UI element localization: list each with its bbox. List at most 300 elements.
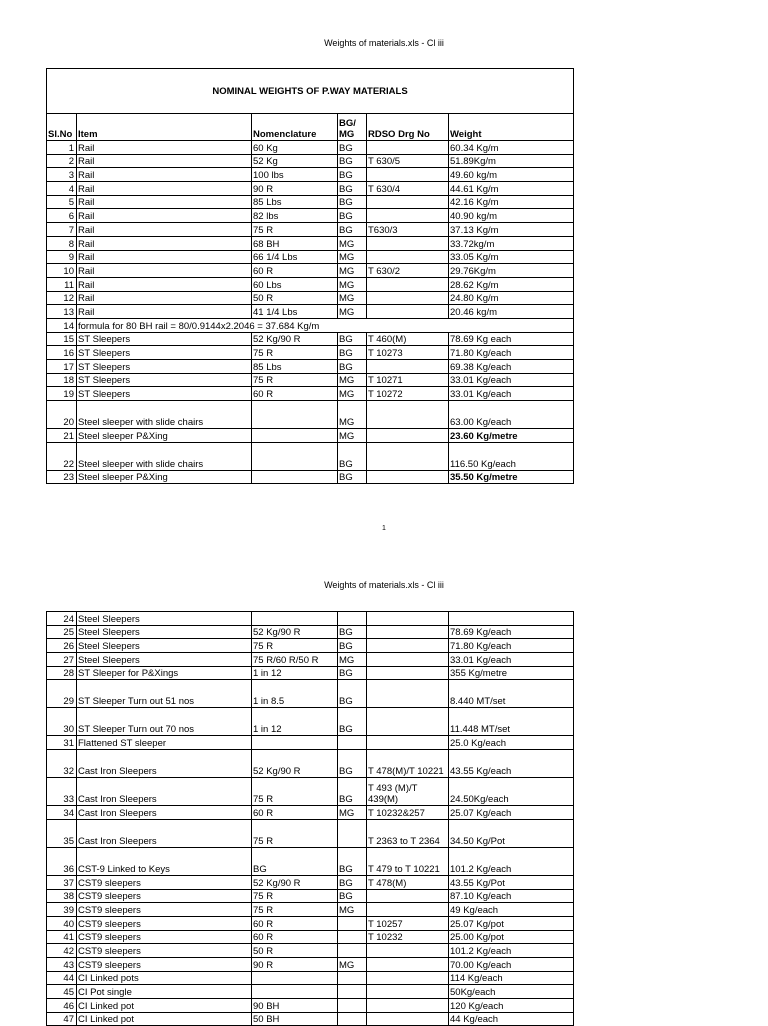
nomenclature-cell: 60 R [252,387,338,401]
row-number: 40 [47,916,77,930]
item-cell: CST-9 Linked to Keys [77,847,252,875]
nomenclature-cell [252,736,338,750]
weight-cell: 63.00 Kg/each [449,401,574,429]
item-cell: ST Sleepers [77,360,252,374]
row-number: 2 [47,154,77,168]
formula-row [47,318,574,332]
table-row [47,277,574,291]
weight-cell: 43.55 Kg/Pot [449,875,574,889]
item-cell: Rail [77,223,252,237]
row-number: 43 [47,957,77,971]
table-row [47,889,574,903]
weight-cell: 33.01 Kg/each [449,653,574,667]
item-cell: Rail [77,264,252,278]
gauge-cell: BG [338,889,367,903]
item-cell: CST9 sleepers [77,903,252,917]
row-number: 16 [47,346,77,360]
formula-cell: formula for 80 BH rail = 80/0.9144x2.2046 = 37.684 Kg/m [77,318,574,332]
item-cell: ST Sleepers [77,373,252,387]
nomenclature-cell: 75 R [252,373,338,387]
gauge-cell: BG [338,625,367,639]
table-row [47,916,574,930]
nomenclature-cell: 1 in 12 [252,666,338,680]
gauge-cell: BG [338,750,367,778]
rdso-cell [367,209,449,223]
gauge-cell: BG [338,223,367,237]
rdso-cell [367,250,449,264]
table-row [47,708,574,736]
weight-cell: 37.13 Kg/m [449,223,574,237]
weight-cell: 116.50 Kg/each [449,442,574,470]
table-row [47,944,574,958]
rdso-cell [367,236,449,250]
gauge-cell: BG [338,470,367,484]
row-number: 14 [47,318,77,332]
gauge-cell: MG [338,957,367,971]
row-number: 6 [47,209,77,223]
rdso-cell: T630/3 [367,223,449,237]
table-row [47,612,574,626]
rdso-cell [367,625,449,639]
weight-cell: 78.69 Kg/each [449,625,574,639]
nomenclature-cell: 60 R [252,264,338,278]
item-cell: Cast Iron Sleepers [77,778,252,806]
row-number: 35 [47,819,77,847]
nomenclature-cell: 75 R [252,903,338,917]
nomenclature-cell: 100 lbs [252,168,338,182]
item-cell: Rail [77,236,252,250]
weight-cell: 24.50Kg/each [449,778,574,806]
table-row [47,875,574,889]
rdso-cell: T 10273 [367,346,449,360]
table-row [47,819,574,847]
table-row [47,903,574,917]
table-row [47,209,574,223]
weight-cell: 87.10 Kg/each [449,889,574,903]
weight-cell: 28.62 Kg/m [449,277,574,291]
item-cell: Flattened ST sleeper [77,736,252,750]
nomenclature-cell [252,971,338,985]
rdso-cell: T 478(M)/T 10221 [367,750,449,778]
table-row [47,332,574,346]
gauge-cell: MG [338,277,367,291]
weight-cell: 49.60 kg/m [449,168,574,182]
rdso-cell: T 460(M) [367,332,449,346]
table-row [47,847,574,875]
row-number: 36 [47,847,77,875]
rdso-cell [367,141,449,155]
weight-cell: 71.80 Kg/each [449,346,574,360]
gauge-cell: MG [338,387,367,401]
gauge-cell: BG [338,680,367,708]
item-cell: Rail [77,154,252,168]
row-number: 23 [47,470,77,484]
weight-cell: 43.55 Kg/each [449,750,574,778]
item-cell: CST9 sleepers [77,930,252,944]
gauge-cell [338,999,367,1013]
rdso-cell [367,680,449,708]
gauge-cell: BG [338,154,367,168]
table-row [47,305,574,319]
rdso-cell [367,291,449,305]
item-cell: ST Sleeper for P&Xings [77,666,252,680]
rdso-cell: T 478(M) [367,875,449,889]
nomenclature-cell: 82 lbs [252,209,338,223]
rdso-cell [367,277,449,291]
table-row [47,236,574,250]
nomenclature-cell: 90 R [252,182,338,196]
gauge-cell: BG [338,195,367,209]
row-number: 37 [47,875,77,889]
rdso-cell [367,305,449,319]
weight-cell: 42.16 Kg/m [449,195,574,209]
item-cell: CI Linked pot [77,1012,252,1026]
table-row [47,985,574,999]
column-header-slno: Sl.No [47,114,77,141]
nomenclature-cell: 90 R [252,957,338,971]
table-row [47,168,574,182]
nomenclature-cell: 75 R [252,778,338,806]
row-number: 28 [47,666,77,680]
item-cell: CST9 sleepers [77,957,252,971]
rdso-cell [367,985,449,999]
table-title: NOMINAL WEIGHTS OF P.WAY MATERIALS [47,69,574,114]
gauge-cell: MG [338,291,367,305]
table-row [47,442,574,470]
table-row [47,195,574,209]
table-row [47,223,574,237]
weight-cell [449,612,574,626]
weight-cell: 23.60 Kg/metre [449,429,574,443]
gauge-cell [338,612,367,626]
weight-cell: 25.0 Kg/each [449,736,574,750]
row-number: 32 [47,750,77,778]
row-number: 17 [47,360,77,374]
nomenclature-cell [252,470,338,484]
row-number: 13 [47,305,77,319]
rdso-cell [367,360,449,374]
rdso-cell [367,653,449,667]
weight-cell: 50Kg/each [449,985,574,999]
row-number: 19 [47,387,77,401]
weight-cell: 34.50 Kg/Pot [449,819,574,847]
item-cell: Rail [77,277,252,291]
weight-cell: 33.72kg/m [449,236,574,250]
nomenclature-cell: 68 BH [252,236,338,250]
row-number: 29 [47,680,77,708]
nomenclature-cell: 1 in 8.5 [252,680,338,708]
table-row [47,401,574,429]
row-number: 10 [47,264,77,278]
row-number: 46 [47,999,77,1013]
item-cell: CST9 sleepers [77,944,252,958]
item-cell: CI Linked pot [77,999,252,1013]
column-header-rdso: RDSO Drg No [367,114,449,141]
gauge-cell: BG [338,666,367,680]
weight-cell: 70.00 Kg/each [449,957,574,971]
nomenclature-cell: 52 Kg/90 R [252,750,338,778]
item-cell: CST9 sleepers [77,889,252,903]
rdso-cell [367,736,449,750]
rdso-cell: T 493 (M)/T 439(M) [367,778,449,806]
rdso-cell: T 2363 to T 2364 [367,819,449,847]
item-cell: CST9 sleepers [77,875,252,889]
table-row [47,680,574,708]
page-header: Weights of materials.xls - Cl iii [324,38,444,48]
nomenclature-cell [252,442,338,470]
gauge-cell: BG [338,168,367,182]
row-number: 41 [47,930,77,944]
gauge-cell: MG [338,806,367,820]
item-cell: CI Linked pots [77,971,252,985]
table-row [47,182,574,196]
gauge-cell: BG [338,875,367,889]
item-cell: Steel Sleepers [77,639,252,653]
item-cell: Cast Iron Sleepers [77,750,252,778]
row-number: 15 [47,332,77,346]
nomenclature-cell: 50 BH [252,1012,338,1026]
rdso-cell [367,401,449,429]
gauge-cell: BG [338,332,367,346]
item-cell: Steel sleeper P&Xing [77,470,252,484]
item-cell: Steel Sleepers [77,625,252,639]
weight-cell: 8.440 MT/set [449,680,574,708]
item-cell: CST9 sleepers [77,916,252,930]
item-cell: Steel sleeper with slide chairs [77,442,252,470]
weight-cell: 35.50 Kg/metre [449,470,574,484]
item-cell: Steel Sleepers [77,612,252,626]
weight-cell: 60.34 Kg/m [449,141,574,155]
rdso-cell [367,612,449,626]
weight-cell: 44.61 Kg/m [449,182,574,196]
item-cell: Steel sleeper with slide chairs [77,401,252,429]
row-number: 7 [47,223,77,237]
table-row [47,429,574,443]
nomenclature-cell: 1 in 12 [252,708,338,736]
row-number: 31 [47,736,77,750]
rdso-cell [367,470,449,484]
rdso-cell: T 10271 [367,373,449,387]
weight-cell: 40.90 kg/m [449,209,574,223]
gauge-cell: MG [338,653,367,667]
row-number: 47 [47,1012,77,1026]
item-cell: Cast Iron Sleepers [77,806,252,820]
item-cell: Rail [77,209,252,223]
gauge-cell: MG [338,305,367,319]
nomenclature-cell: 60 R [252,930,338,944]
row-number: 4 [47,182,77,196]
table-row [47,346,574,360]
nomenclature-cell: 85 Lbs [252,195,338,209]
weight-cell: 78.69 Kg each [449,332,574,346]
gauge-cell: BG [338,182,367,196]
table-row [47,291,574,305]
gauge-cell: MG [338,429,367,443]
gauge-cell [338,736,367,750]
table-row [47,264,574,278]
row-number: 3 [47,168,77,182]
gauge-cell: BG [338,847,367,875]
gauge-cell: BG [338,639,367,653]
nomenclature-cell: 85 Lbs [252,360,338,374]
table-row [47,971,574,985]
weight-cell: 114 Kg/each [449,971,574,985]
nomenclature-cell: 52 Kg/90 R [252,332,338,346]
weight-cell: 25.00 Kg/pot [449,930,574,944]
weight-cell: 69.38 Kg/each [449,360,574,374]
row-number: 26 [47,639,77,653]
weight-cell: 11.448 MT/set [449,708,574,736]
gauge-cell [338,916,367,930]
weight-cell: 101.2 Kg/each [449,847,574,875]
table-row [47,806,574,820]
rdso-cell [367,195,449,209]
rdso-cell [367,889,449,903]
nomenclature-cell [252,429,338,443]
rdso-cell: T 10257 [367,916,449,930]
row-number: 22 [47,442,77,470]
item-cell: Rail [77,250,252,264]
table-row [47,736,574,750]
weight-cell: 49 Kg/each [449,903,574,917]
weights-table-page2 [46,611,574,1026]
item-cell: ST Sleeper Turn out 51 nos [77,680,252,708]
row-number: 34 [47,806,77,820]
table-row [47,154,574,168]
nomenclature-cell: 75 R [252,819,338,847]
row-number: 39 [47,903,77,917]
weight-cell: 25.07 Kg/each [449,806,574,820]
gauge-cell: MG [338,236,367,250]
nomenclature-cell [252,401,338,429]
column-header-row [47,114,574,141]
rdso-cell: T 630/2 [367,264,449,278]
gauge-cell: BG [338,209,367,223]
weight-cell: 25.07 Kg/pot [449,916,574,930]
item-cell: ST Sleepers [77,332,252,346]
nomenclature-cell: 75 R [252,639,338,653]
rdso-cell: T 10232 [367,930,449,944]
weight-cell: 71.80 Kg/each [449,639,574,653]
row-number: 25 [47,625,77,639]
gauge-cell: BG [338,346,367,360]
row-number: 18 [47,373,77,387]
item-cell: Rail [77,182,252,196]
nomenclature-cell: 66 1/4 Lbs [252,250,338,264]
column-header-weight: Weight [449,114,574,141]
row-number: 5 [47,195,77,209]
gauge-cell: BG [338,442,367,470]
rdso-cell [367,666,449,680]
item-cell: Rail [77,195,252,209]
page-number: 1 [382,525,386,532]
row-number: 20 [47,401,77,429]
nomenclature-cell: 60 Kg [252,141,338,155]
gauge-cell: MG [338,401,367,429]
weight-cell: 33.01 Kg/each [449,373,574,387]
table-row [47,141,574,155]
nomenclature-cell: 60 Lbs [252,277,338,291]
row-number: 21 [47,429,77,443]
table-row [47,930,574,944]
rdso-cell [367,168,449,182]
row-number: 11 [47,277,77,291]
weight-cell: 101.2 Kg/each [449,944,574,958]
gauge-cell: MG [338,264,367,278]
item-cell: ST Sleepers [77,346,252,360]
table-row [47,373,574,387]
item-cell: Steel sleeper P&Xing [77,429,252,443]
gauge-cell [338,944,367,958]
gauge-cell: BG [338,141,367,155]
weights-table-page1 [46,68,574,484]
item-cell: Steel Sleepers [77,653,252,667]
rdso-cell: T 630/4 [367,182,449,196]
nomenclature-cell: 75 R [252,223,338,237]
nomenclature-cell: 75 R [252,889,338,903]
nomenclature-cell: 75 R/60 R/50 R [252,653,338,667]
rdso-cell [367,903,449,917]
row-number: 9 [47,250,77,264]
nomenclature-cell: 50 R [252,944,338,958]
page-header-2: Weights of materials.xls - Cl iii [324,580,444,590]
gauge-cell: BG [338,778,367,806]
table-row [47,639,574,653]
table-row [47,625,574,639]
nomenclature-cell: 52 Kg [252,154,338,168]
rdso-cell [367,442,449,470]
table-row [47,957,574,971]
rdso-cell [367,999,449,1013]
item-cell: Rail [77,291,252,305]
table-row [47,750,574,778]
weight-cell: 355 Kg/metre [449,666,574,680]
weight-cell: 51.89Kg/m [449,154,574,168]
row-number: 24 [47,612,77,626]
gauge-cell: MG [338,903,367,917]
weight-cell: 44 Kg/each [449,1012,574,1026]
item-cell: Rail [77,168,252,182]
row-number: 33 [47,778,77,806]
nomenclature-cell: 60 R [252,806,338,820]
nomenclature-cell: 41 1/4 Lbs [252,305,338,319]
nomenclature-cell: 52 Kg/90 R [252,875,338,889]
gauge-cell [338,930,367,944]
rdso-cell [367,971,449,985]
weight-cell: 24.80 Kg/m [449,291,574,305]
row-number: 30 [47,708,77,736]
item-cell: CI Pot single [77,985,252,999]
rdso-cell [367,957,449,971]
nomenclature-cell: 90 BH [252,999,338,1013]
nomenclature-cell [252,985,338,999]
weight-cell: 33.05 Kg/m [449,250,574,264]
item-cell: ST Sleepers [77,387,252,401]
table-row [47,387,574,401]
rdso-cell: T 10272 [367,387,449,401]
nomenclature-cell [252,612,338,626]
table-row [47,470,574,484]
rdso-cell [367,639,449,653]
rdso-cell: T 10232&257 [367,806,449,820]
table-row [47,666,574,680]
row-number: 27 [47,653,77,667]
column-header-gauge: BG/ MG [338,114,367,141]
item-cell: Cast Iron Sleepers [77,819,252,847]
rdso-cell [367,429,449,443]
gauge-cell [338,819,367,847]
table-row [47,999,574,1013]
